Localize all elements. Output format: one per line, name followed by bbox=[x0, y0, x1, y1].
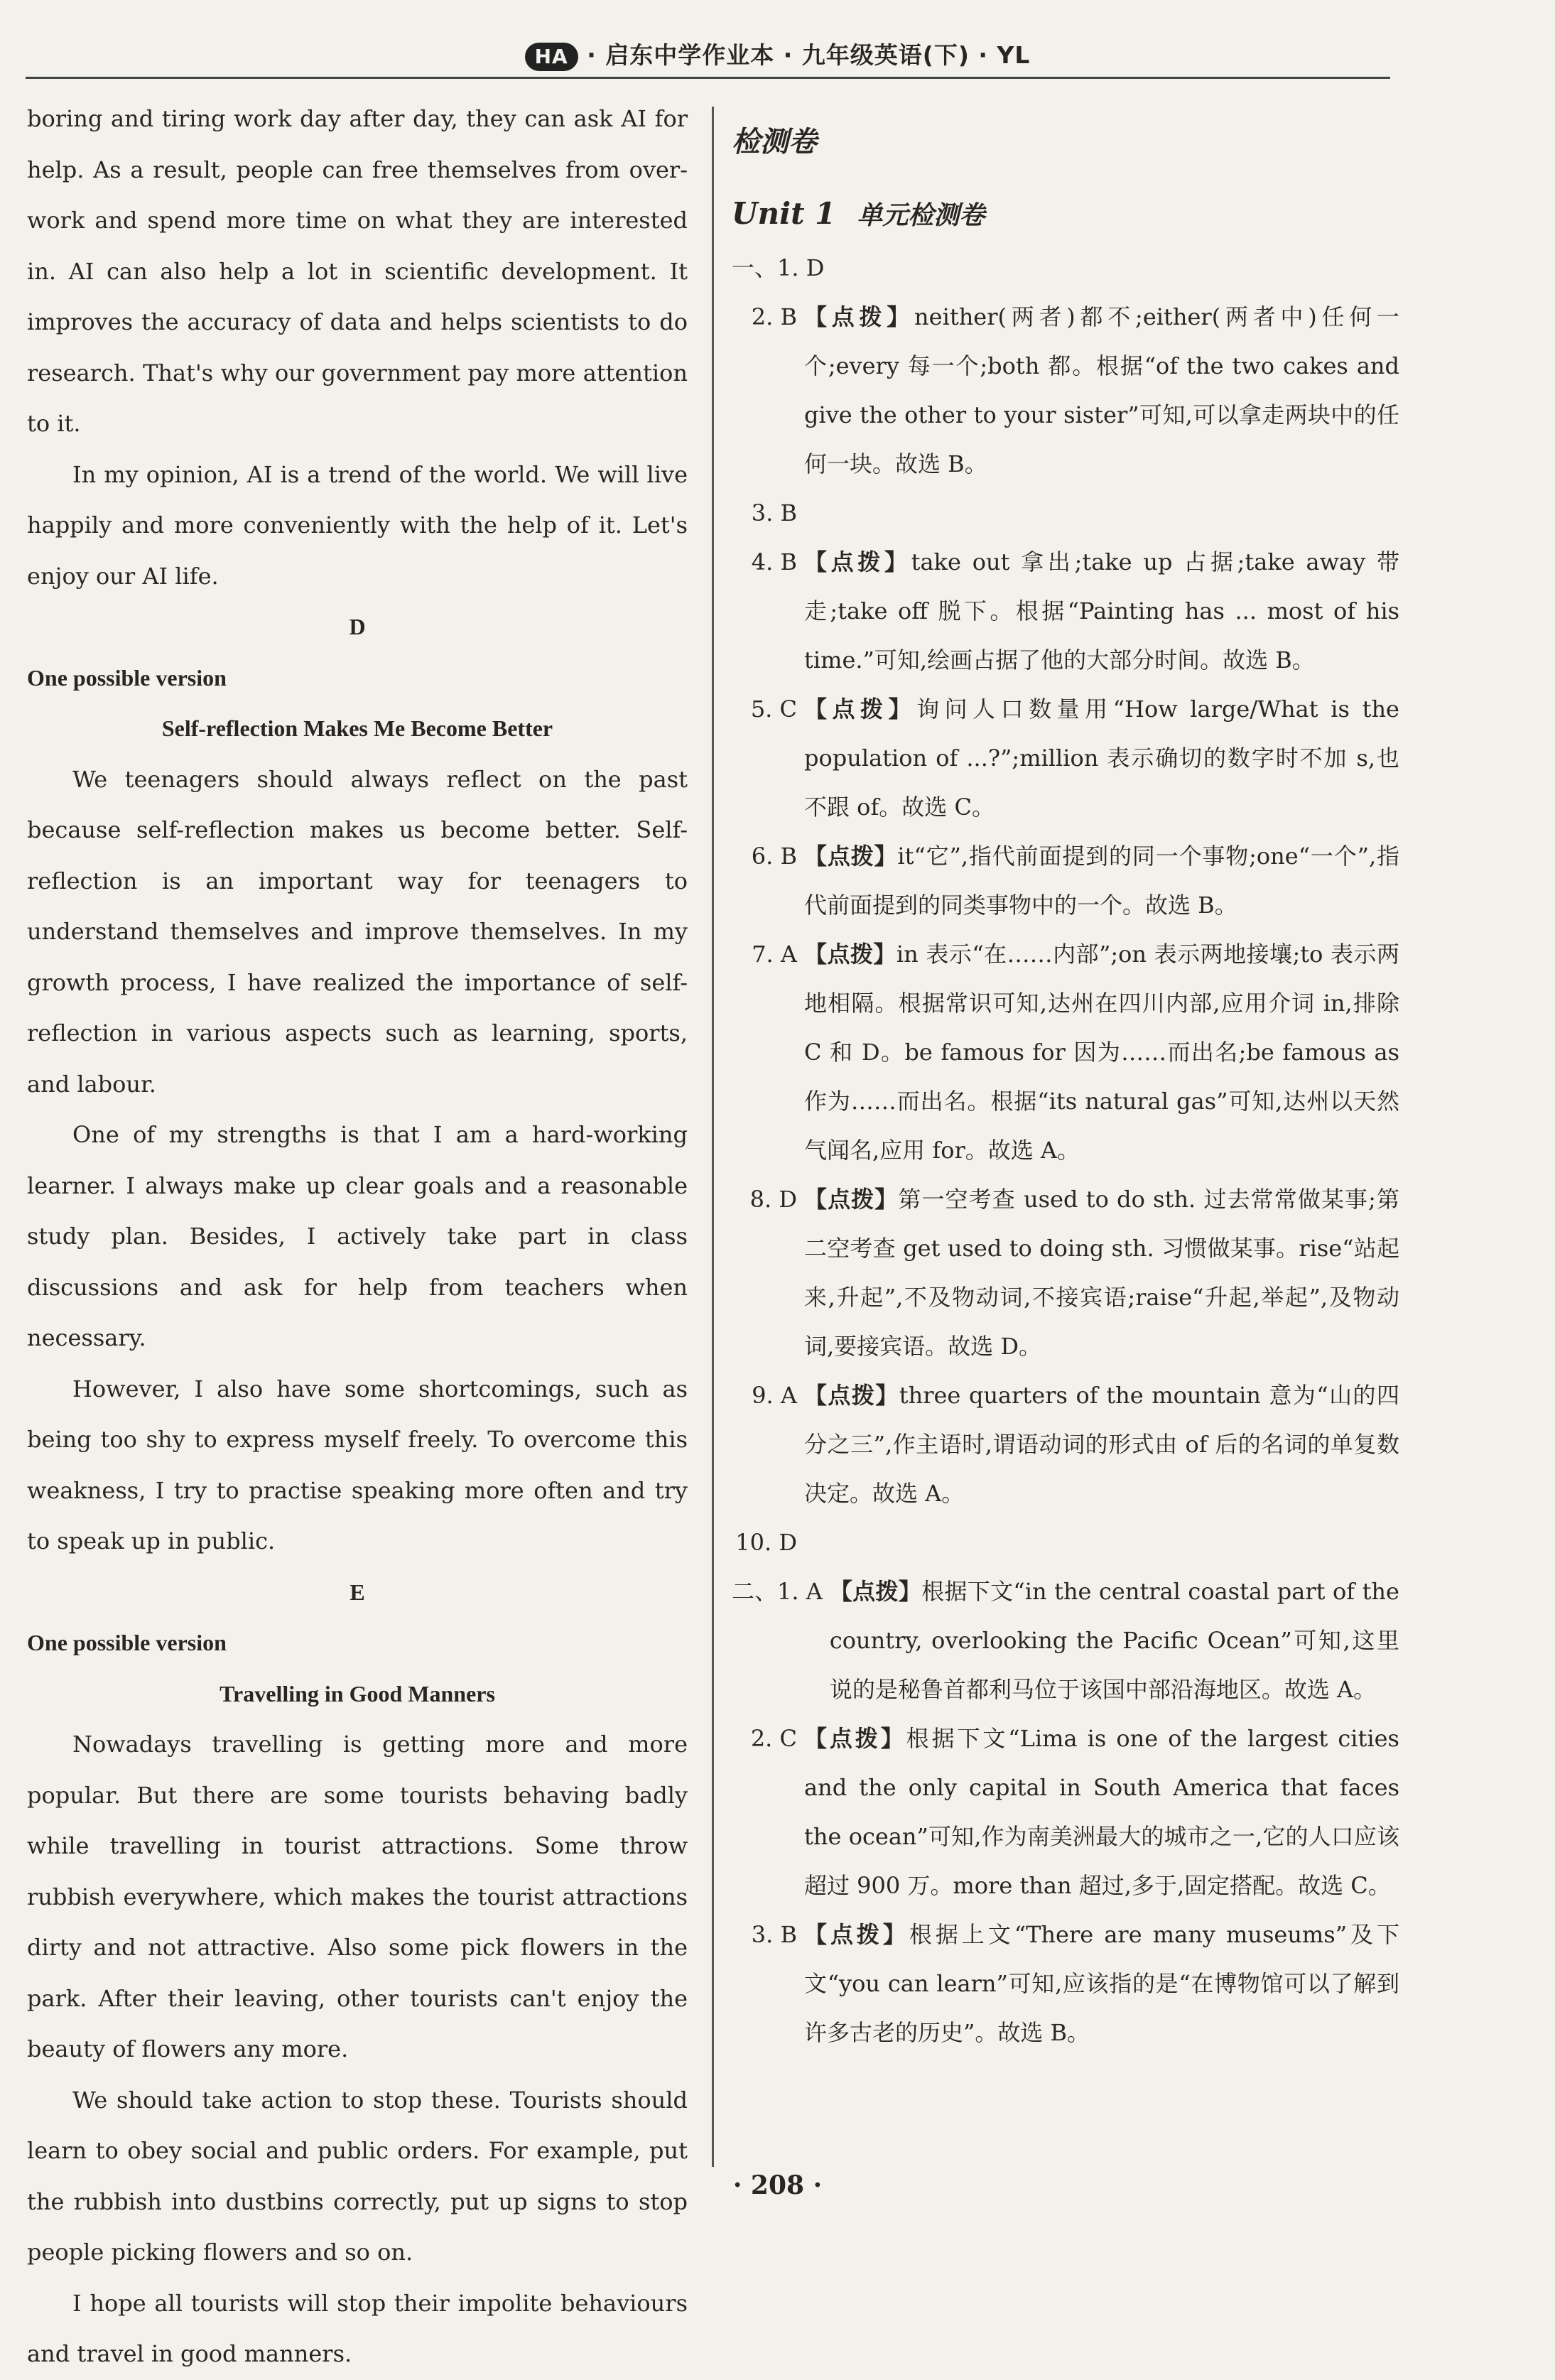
answer-number: 二、1. A bbox=[732, 1578, 823, 1605]
answer-number: 一、1. D bbox=[732, 254, 825, 281]
hint-tag: 【点拨】 bbox=[829, 1578, 922, 1605]
essay-title: Travelling in Good Manners bbox=[220, 1680, 495, 1706]
essay-title: Self-reflection Makes Me Become Better bbox=[161, 715, 553, 741]
hint-tag: 【点拨】 bbox=[804, 941, 896, 968]
hint-tag: 【点拨】 bbox=[804, 843, 898, 870]
answer-item bbox=[732, 930, 1399, 1175]
answer-number: 5. C bbox=[750, 696, 797, 723]
version-label: One possible version bbox=[27, 664, 227, 691]
answer-item bbox=[732, 1371, 1399, 1518]
answer-item bbox=[732, 538, 1399, 685]
answer-explanation bbox=[797, 293, 1399, 489]
answer-number: 4. B bbox=[751, 548, 797, 575]
hint-tag: 【点拨】 bbox=[804, 1725, 906, 1752]
answer-item bbox=[732, 1714, 1399, 1910]
column-divider bbox=[712, 107, 714, 2167]
section-title: 检测卷 bbox=[732, 125, 817, 158]
hint-tag: 【点拨】 bbox=[804, 548, 911, 575]
header-rule bbox=[26, 77, 1390, 79]
answer-list bbox=[732, 244, 1399, 2057]
essay-continuation: boring and tiring work day after day, they can ask AI for help. As a result, people can free themselves from over-work and spend more time on what they are interested in. AI can also help a lot in scientific development. It improves the accuracy of data and helps scientists to do research. That's why our government pay more attention to it. bbox=[27, 105, 688, 437]
hint-text: 根据下文“Lima is one of the largest cities and the only capital in South America that faces the ocean”可知,作为南美洲最大的城市之一,它的人口应该超过 900 万。more than 超过,多于,固定搭配。故选 C。 bbox=[804, 1725, 1399, 1899]
hint-tag: 【点拨】 bbox=[804, 1382, 899, 1409]
answer-item bbox=[732, 489, 1399, 538]
answer-item bbox=[732, 1910, 1399, 2057]
right-column bbox=[732, 117, 1399, 2057]
answer-number: 2. B bbox=[751, 303, 797, 330]
answer-item bbox=[732, 1175, 1399, 1371]
hint-text: take out 拿出;take up 占据;take away 带走;take off 脱下。根据“Painting has ... most of his time.”可知,绘画占据了他的大部分时间。故选 B。 bbox=[804, 548, 1399, 674]
answer-explanation bbox=[797, 930, 1399, 1175]
publisher-badge: HA bbox=[525, 43, 578, 71]
answer-item bbox=[732, 1567, 1399, 1714]
answer-number: 8. D bbox=[749, 1186, 797, 1213]
answer-item bbox=[732, 685, 1399, 832]
section-letter-e: E bbox=[350, 1579, 365, 1605]
answer-explanation bbox=[797, 1371, 1399, 1518]
section-letter-d: D bbox=[349, 614, 366, 639]
answer-number: 7. A bbox=[752, 941, 797, 968]
book-title: · 启东中学作业本 · 九年级英语(下) · YL bbox=[587, 41, 1031, 69]
essay-paragraph: However, I also have some shortcomings, such as being too shy to express myself freely. To overcome this weakness, I try to practise speaking more often and try to speak up in public. bbox=[27, 1375, 688, 1554]
hint-text: three quarters of the mountain 意为“山的四分之三”,作主语时,谓语动词的形式由 of 后的名词的单复数决定。故选 A。 bbox=[804, 1382, 1399, 1507]
answer-number: 2. C bbox=[750, 1725, 797, 1752]
hint-text: 询问人口数量用“How large/What is the population of ...?”;million 表示确切的数字时不加 s,也不跟 of。故选 C。 bbox=[804, 696, 1399, 821]
answer-item bbox=[732, 244, 1399, 293]
hint-text: 根据下文“in the central coastal part of the country, overlooking the Pacific Ocean”可知,这里说的是秘鲁首都利马位于该国中部沿海地区。故选 A。 bbox=[829, 1578, 1399, 1703]
hint-text: 第一空考查 used to do sth. 过去常常做某事;第二空考查 get used to doing sth. 习惯做某事。rise“站起来,升起”,不及物动词,不接宾语;raise“升起,举起”,及物动词,要接宾语。故选 D。 bbox=[804, 1186, 1399, 1360]
essay-paragraph: We should take action to stop these. Tourists should learn to obey social and public orders. For example, put the rubbish into dustbins correctly, put up signs to stop people picking flowers and so on. bbox=[27, 2086, 688, 2266]
page-number: · 208 · bbox=[732, 2170, 823, 2200]
answer-explanation bbox=[797, 538, 1399, 685]
answer-item bbox=[732, 1518, 1399, 1567]
answer-number: 9. A bbox=[752, 1382, 797, 1409]
left-column bbox=[27, 94, 688, 2380]
answer-number: 3. B bbox=[751, 499, 797, 526]
unit-subtitle: 单元检测卷 bbox=[857, 200, 985, 230]
unit-label: Unit 1 bbox=[732, 196, 836, 231]
essay-paragraph: Nowadays travelling is getting more and more popular. But there are some tourists behaving badly while travelling in tourist attractions. Some throw rubbish everywhere, which makes the tourist attractions dirty and not attractive. Also some pick flowers in the park. After their leaving, other tourists can't enjoy the beauty of flowers any more. bbox=[27, 1731, 688, 2062]
answer-explanation bbox=[797, 1175, 1399, 1371]
answer-item bbox=[732, 293, 1399, 489]
essay-paragraph: One of my strengths is that I am a hard-working learner. I always make up clear goals and a reasonable study plan. Besides, I actively take part in class discussions and ask for help from teachers when necessary. bbox=[27, 1121, 688, 1351]
essay-closing: In my opinion, AI is a trend of the world. We will live happily and more conveniently with the help of it. Let's enjoy our AI life. bbox=[27, 460, 688, 590]
hint-text: 根据上文“There are many museums”及下文“you can learn”可知,应该指的是“在博物馆可以了解到许多古老的历史”。故选 B。 bbox=[804, 1921, 1399, 2046]
answer-explanation bbox=[823, 1567, 1399, 1714]
answer-number: 10. D bbox=[735, 1529, 797, 1556]
hint-tag: 【点拨】 bbox=[804, 696, 917, 723]
hint-tag: 【点拨】 bbox=[804, 1921, 909, 1948]
answer-explanation bbox=[797, 1910, 1399, 2057]
answer-explanation bbox=[797, 1714, 1399, 1910]
answer-number: 3. B bbox=[751, 1921, 797, 1948]
hint-tag: 【点拨】 bbox=[804, 1186, 899, 1213]
answer-explanation bbox=[797, 685, 1399, 832]
unit-title bbox=[732, 188, 1399, 241]
hint-text: in 表示“在……内部”;on 表示两地接壤;to 表示两地相隔。根据常识可知,达州在四川内部,应用介词 in,排除 C 和 D。be famous for 因为……而出名;be famous as 作为……而出名。根据“its natural gas”可知,达州以天然气闻名,应用 for。故选 A。 bbox=[804, 941, 1399, 1164]
essay-paragraph: We teenagers should always reflect on the past because self-reflection makes us become better. Self-reflection is an important way for teenagers to understand themselves and improve themselves. In my growth process, I have realized the importance of self-reflection in various aspects such as learning, sports, and labour. bbox=[27, 765, 688, 1098]
answer-item bbox=[732, 832, 1399, 930]
version-label: One possible version bbox=[27, 1630, 227, 1655]
hint-tag: 【点拨】 bbox=[804, 303, 915, 330]
answer-number: 6. B bbox=[751, 843, 797, 870]
essay-paragraph: I hope all tourists will stop their impolite behaviours and travel in good manners. bbox=[27, 2289, 688, 2367]
page-header bbox=[0, 37, 1555, 71]
answer-explanation bbox=[797, 832, 1399, 930]
hint-text: neither(两者)都不;either(两者中)任何一个;every 每一个;both 都。根据“of the two cakes and give the other to your sister”可知,可以拿走两块中的任何一块。故选 B。 bbox=[804, 303, 1399, 477]
hint-text: it“它”,指代前面提到的同一个事物;one“一个”,指代前面提到的同类事物中的一个。故选 B。 bbox=[804, 843, 1399, 919]
